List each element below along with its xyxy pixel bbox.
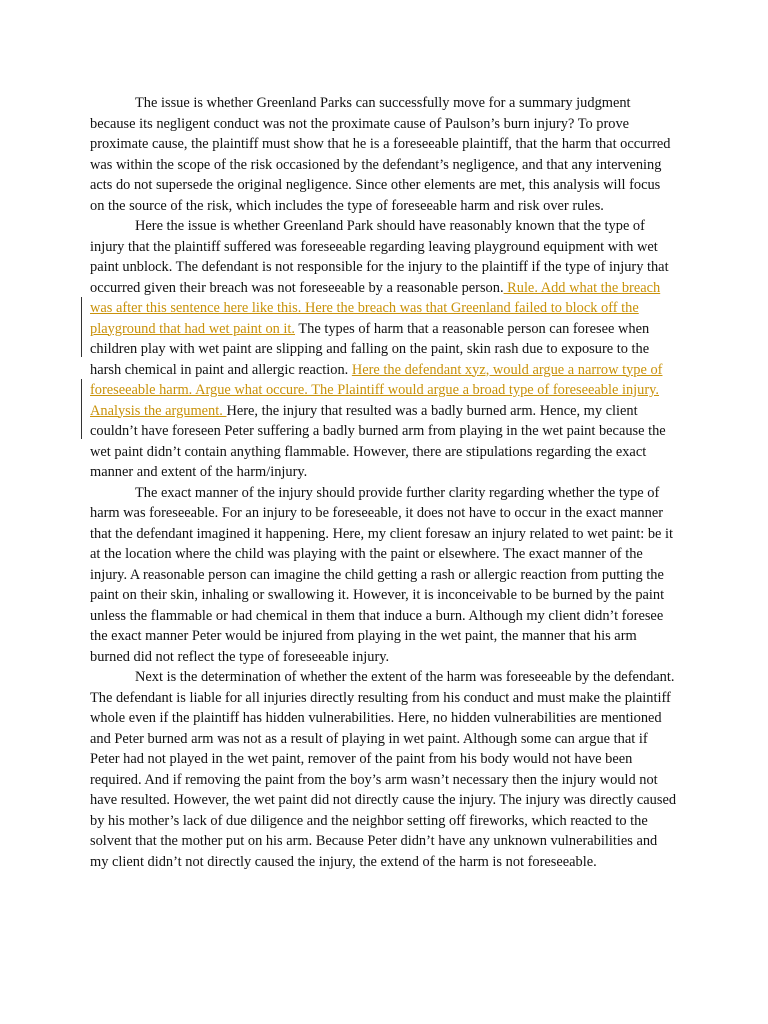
paragraph-2-text-c: Here, the injury that resulted was a badly burned arm. Hence, my client couldn’t have foreseen Peter suffering a badly burned arm from playing in the wet paint because the wet paint didn’t contain anything flammable. However, there are stipulations regarding the exact manner and extent of the harm/injury. [90, 402, 666, 480]
tracked-insertion-2: Here the defendant xyz, would argue a narrow type of foreseeable harm. Argue what occure. The Plaintiff would argue a broad type of foreseeable injury. Analysis the argument. [90, 361, 663, 419]
paragraph-4: Next is the determination of whether the extent of the harm was foreseeable by the defendant. The defendant is liable for all injuries directly resulting from his conduct and must make the plaintiff whole even if the plaintiff has hidden vulnerabilities. Here, no hidden vulnerabilities are mentioned and Peter burned arm was not as a result of playing in wet paint. Although some can argue that if Peter had not played in the wet paint, remover of the paint from his body would not have been required. And if removing the paint from the boy’s arm wasn’t necessary then the injury would not have resulted. However, the wet paint did not directly cause the injury. The injury was directly caused by his mother’s lack of due diligence and the neighbor setting off fireworks, which reacted to the solvent that the mother put on his arm. Because Peter didn’t have any unknown vulnerabilities and my client didn’t not directly caused the injury, the extend of the harm is not foreseeable. [90, 669, 677, 870]
change-bar [81, 379, 82, 439]
paragraph-3: The exact manner of the injury should provide further clarity regarding whether the type of harm was foreseeable. For an injury to be foreseeable, it does not have to occur in the exact manner that the defendant imagined it happening. Here, my client foresaw an injury related to wet paint: be it at the location where the child was playing with the paint or elsewhere. The exact manner of the injury. A reasonable person can imagine the child getting a rash or allergic reaction from putting the paint on their skin, inhaling or swallowing it. However, it is inconceivable to be burned by the paint unless the flammable or had chemical in them that induce a burn. Although my client didn’t foresee the exact manner Peter would be injured from playing in the wet paint, the manner that his arm burned did not reflect the type of foreseeable injury. [90, 484, 674, 665]
paragraph-2 [90, 216, 678, 483]
paragraph-2-text-a: Here the issue is whether Greenland Park should have reasonably known that the type of injury that the plaintiff suffered was foreseeable regarding leaving playground equipment with wet paint unblock. The defendant is not responsible for the injury to the plaintiff if the type of injury that occurred given their breach was not foreseeable by a reasonable person. [90, 218, 669, 296]
paragraph-2-text-b: The types of harm that a reasonable person can foresee when children play with wet paint are slipping and falling on the paint, skin rash due to exposure to the harsh chemical in paint and allergic reaction. [90, 320, 650, 378]
document-body[interactable] [90, 93, 678, 872]
paragraph-1: The issue is whether Greenland Parks can successfully move for a summary judgment because its negligent conduct was not the proximate cause of Paulson’s burn injury? To prove proximate cause, the plaintiff must show that he is a foreseeable plaintiff, that the harm that occurred was within the scope of the risk occasioned by the defendant’s negligence, and that any intervening acts do not supersede the original negligence. Since other elements are met, this analysis will focus on the source of the risk, which includes the type of foreseeable harm and risk over rules. [90, 95, 671, 214]
tracked-insertion-1: Rule. Add what the breach was after this sentence here like this. Here the breach was that Greenland failed to block off the playground that had wet paint on it. [90, 279, 661, 337]
change-bar [81, 297, 82, 357]
